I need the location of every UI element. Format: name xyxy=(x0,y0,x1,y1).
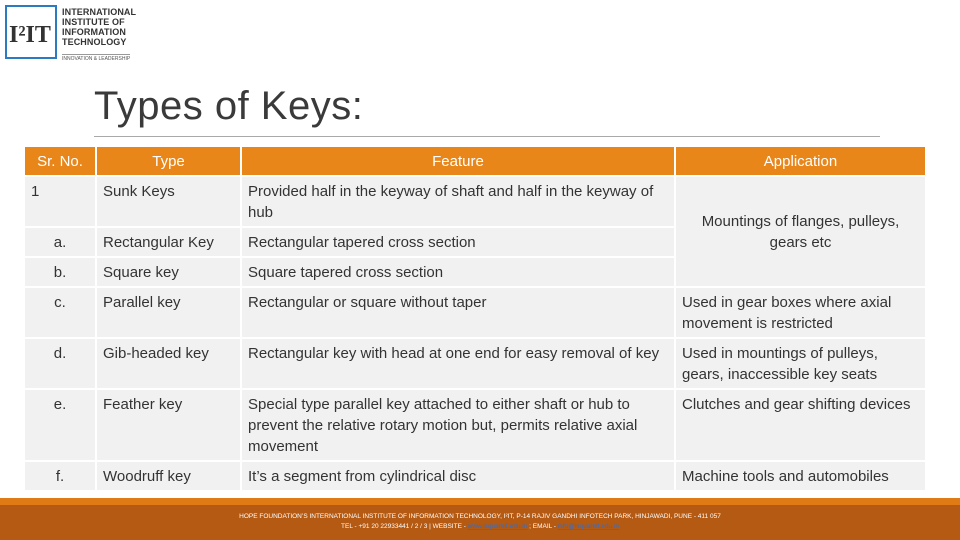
logo-line: INSTITUTE OF xyxy=(62,17,125,27)
cell-feature: It’s a segment from cylindrical disc xyxy=(242,462,674,490)
cell-no: f. xyxy=(25,462,95,490)
table-row xyxy=(25,462,925,490)
logo-line: INFORMATION xyxy=(62,27,126,37)
cell-no: e. xyxy=(25,390,95,460)
header-application: Application xyxy=(676,147,925,175)
cell-application: Used in mountings of pulleys, gears, inaccessible key seats xyxy=(676,339,925,388)
slide-title: Types of Keys: xyxy=(94,84,364,128)
logo-line: TECHNOLOGY xyxy=(62,37,127,47)
cell-type: Woodruff key xyxy=(97,462,240,490)
header-sr-no: Sr. No. xyxy=(25,147,95,175)
cell-feature: Rectangular or square without taper xyxy=(242,288,674,337)
table-row xyxy=(25,177,925,226)
header-type: Type xyxy=(97,147,240,175)
cell-no: b. xyxy=(25,258,95,286)
cell-no: c. xyxy=(25,288,95,337)
cell-type: Square key xyxy=(97,258,240,286)
footer-email-label: ; EMAIL - xyxy=(527,523,558,530)
i2it-logo-icon xyxy=(4,4,58,60)
cell-application: Used in gear boxes where axial movement is restricted xyxy=(676,288,925,337)
table-header-row xyxy=(25,147,925,175)
footer-address: HOPE FOUNDATION’S INTERNATIONAL INSTITUTE OF INFORMATION TECHNOLOGY, I²IT, P-14 RAJIV GANDHI INFOTECH PARK, HINJAWADI, PUNE - 411 057 xyxy=(239,513,721,520)
cell-feature: Provided half in the keyway of shaft and half in the keyway of hub xyxy=(242,177,674,226)
cell-type: Parallel key xyxy=(97,288,240,337)
cell-no: a. xyxy=(25,228,95,256)
footer-tel: TEL - +91 20 22933441 / 2 / 3 | WEBSITE - xyxy=(341,523,468,530)
cell-type: Sunk Keys xyxy=(97,177,240,226)
table-row xyxy=(25,390,925,460)
website-link[interactable]: www.isquareit.edu.in xyxy=(467,523,528,530)
cell-application: Mountings of flanges, pulleys, gears etc xyxy=(676,177,925,286)
table-row xyxy=(25,339,925,388)
email-link[interactable]: info@isquareit.edu.in xyxy=(557,523,619,530)
cell-feature: Square tapered cross section xyxy=(242,258,674,286)
cell-feature: Rectangular tapered cross section xyxy=(242,228,674,256)
cell-type: Feather key xyxy=(97,390,240,460)
cell-feature: Special type parallel key attached to either shaft or hub to prevent the relative rotary motion but, permits relative axial movement xyxy=(242,390,674,460)
header-feature: Feature xyxy=(242,147,674,175)
title-divider xyxy=(94,136,880,137)
footer xyxy=(0,505,960,540)
logo-mark-text: I²IT xyxy=(9,22,51,48)
cell-no: d. xyxy=(25,339,95,388)
cell-type: Rectangular Key xyxy=(97,228,240,256)
cell-application: Clutches and gear shifting devices xyxy=(676,390,925,460)
cell-application: Machine tools and automobiles xyxy=(676,462,925,490)
logo-line: INTERNATIONAL xyxy=(62,7,137,17)
table-row xyxy=(25,288,925,337)
institute-logo xyxy=(4,4,144,64)
cell-type: Gib-headed key xyxy=(97,339,240,388)
cell-feature: Rectangular key with head at one end for easy removal of key xyxy=(242,339,674,388)
cell-no: 1 xyxy=(25,177,95,226)
logo-tagline: INNOVATION & LEADERSHIP xyxy=(62,56,131,62)
logo-wordmark xyxy=(62,7,136,47)
footer-accent-bar xyxy=(0,498,960,505)
footer-contact xyxy=(0,522,960,532)
keys-table xyxy=(23,145,927,492)
